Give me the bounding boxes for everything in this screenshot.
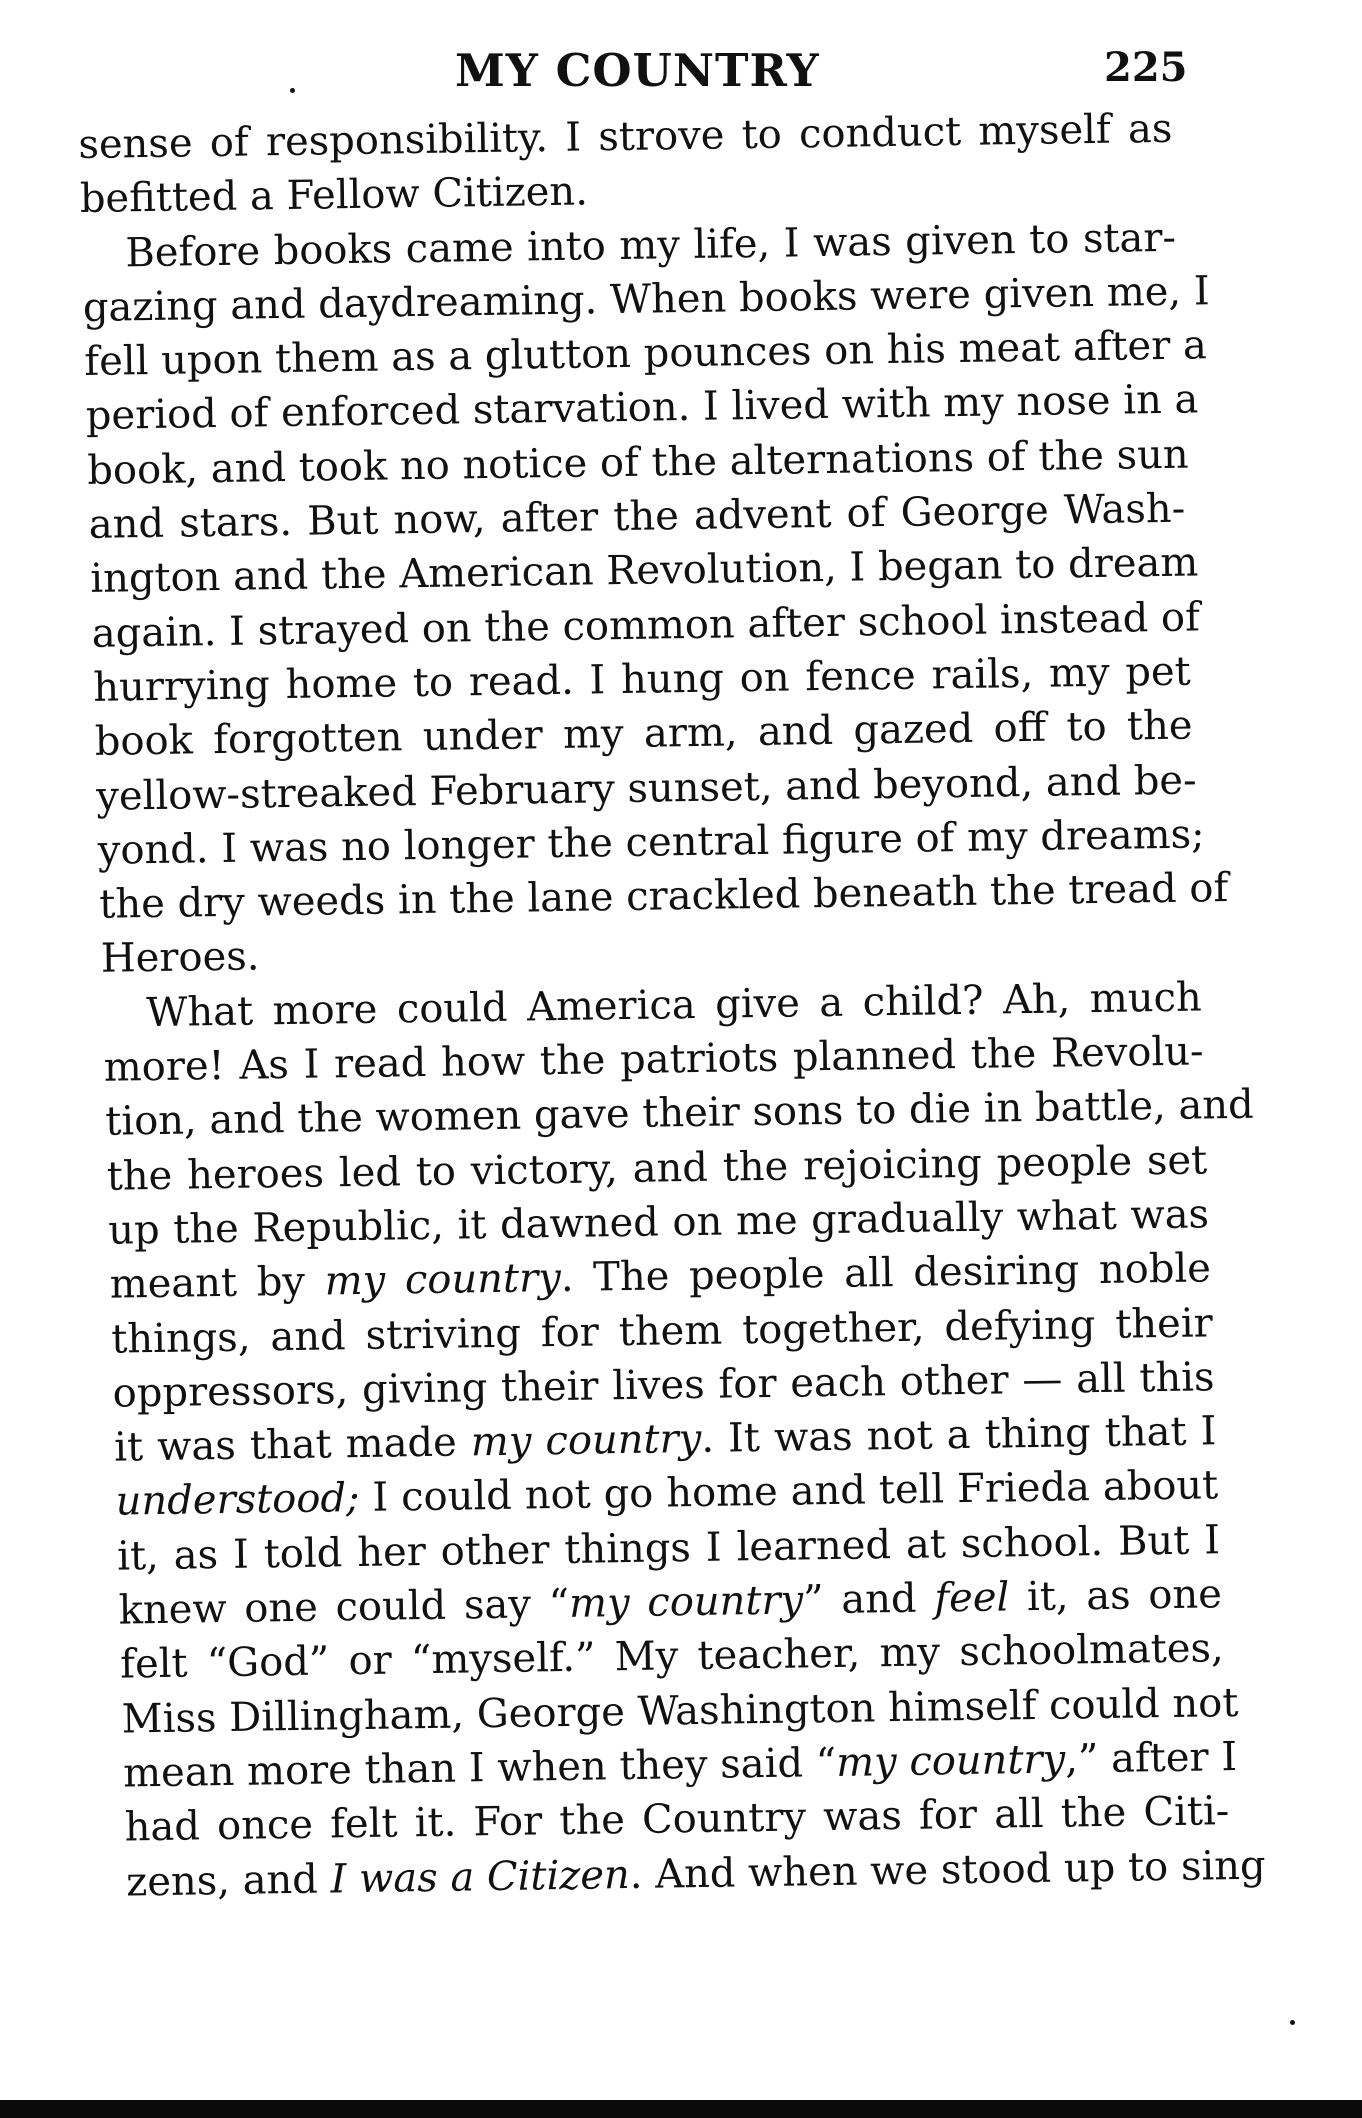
italic-phrase: I was a Citizen — [330, 1851, 631, 1902]
text-line: hurrying home to read. I hung on fence rails, my pet — [92, 648, 1191, 711]
text-line: period of enforced starvation. I lived with my nose in a — [85, 376, 1199, 440]
text-line: ington and the American Revolution, I began to dream — [90, 539, 1199, 603]
text-line: it, as I told her other things I learned at school. But I — [116, 1516, 1221, 1580]
italic-phrase: my country — [568, 1577, 804, 1627]
chapter-title: MY COUNTRY — [455, 44, 820, 97]
running-head — [0, 44, 1362, 104]
text-line: book, and took no notice of the alternations of the sun — [87, 431, 1189, 494]
italic-phrase: understood; — [115, 1475, 360, 1526]
text-line: yellow-streaked February sunset, and beyond, and be- — [95, 757, 1197, 820]
text-line: yond. I was no longer the central figure of my dreams; — [97, 811, 1205, 874]
text-line: Before books came into my life, I was given to star- — [125, 214, 1177, 276]
stray-ink-dot — [290, 88, 295, 93]
text-line: gazing and daydreaming. When books were given me, I — [82, 268, 1210, 331]
text-line: sense of responsibility. I strove to conduct myself as — [78, 105, 1173, 169]
text-line: more! As I read how the patriots planned the Revolu- — [103, 1028, 1204, 1091]
text-line: mean more than I when they said “my country,” after I — [122, 1733, 1238, 1797]
text-line: the dry weeds in the lane crackled beneath the tread of — [98, 865, 1229, 928]
body-text — [0, 99, 1362, 1911]
italic-phrase: my country — [324, 1255, 562, 1305]
text-line: it was that made my country. It was not a thing that I — [113, 1408, 1217, 1471]
text-line: oppressors, giving their lives for each other — all this — [112, 1354, 1215, 1417]
text-line: fell upon them as a glutton pounces on his meat after a — [84, 322, 1208, 386]
text-line: again. I strayed on the common after school instead of — [91, 594, 1201, 657]
text-line: tion, and the women gave their sons to die in battle, and — [104, 1082, 1255, 1146]
italic-phrase: my country — [835, 1736, 1066, 1786]
text-line: up the Republic, it dawned on me gradually what was — [107, 1191, 1210, 1254]
text-line: book forgotten under my arm, and gazed off to the — [94, 702, 1193, 766]
text-line: What more could America give a child? Ah, much — [145, 974, 1203, 1036]
text-line: things, and striving for them together, defying their — [110, 1299, 1214, 1363]
text-line: knew one could say “my country” and feel it, as one — [118, 1571, 1223, 1634]
text-line: befitted a Fellow Citizen. — [79, 168, 589, 223]
text-line: the heroes led to victory, and the rejoicing people set — [106, 1137, 1208, 1200]
stray-ink-dot — [1290, 2020, 1295, 2025]
italic-phrase: feel — [933, 1574, 1010, 1622]
text-line: Miss Dillingham, George Washington himself could not — [121, 1679, 1239, 1743]
italic-phrase: my country — [470, 1416, 702, 1466]
scan-edge-border — [0, 2100, 1362, 2118]
text-line: Heroes. — [100, 933, 260, 983]
text-line: had once felt it. For the Country was for all the Citi- — [124, 1788, 1230, 1851]
text-line: zens, and I was a Citizen. And when we stood up to sing — [125, 1842, 1266, 1906]
text-line: and stars. But now, after the advent of George Wash- — [88, 485, 1186, 548]
text-line: felt “God” or “myself.” My teacher, my schoolmates, — [119, 1625, 1225, 1688]
page-number: 225 — [1104, 44, 1188, 91]
text-line: meant by my country. The people all desiring noble — [109, 1245, 1212, 1308]
text-line: understood; I could not go home and tell Frieda about — [115, 1462, 1219, 1526]
